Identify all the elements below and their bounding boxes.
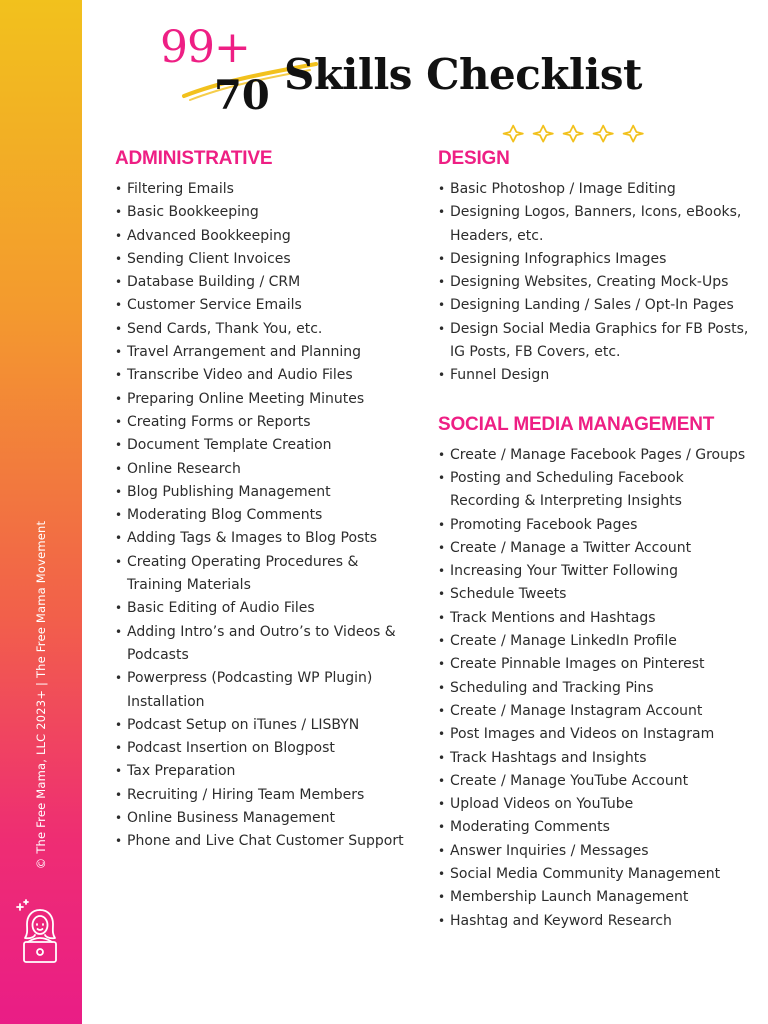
checklist-item: • Answer Inquiries / Messages [438,840,758,863]
checklist-item: • Membership Launch Management [438,886,758,909]
checklist-item: • Scheduling and Tracking Pins [438,677,758,700]
checklist-item: • Create / Manage YouTube Account [438,770,758,793]
checklist-item: • Increasing Your Twitter Following [438,560,758,583]
checklist-item: • Funnel Design [438,364,758,387]
title-main: Skills Checklist [284,50,642,99]
checklist-item: • Phone and Live Chat Customer Support [115,830,405,853]
checklist-item: • Hashtag and Keyword Research [438,910,758,933]
checklist-item: • Podcast Setup on iTunes / LISBYN [115,714,405,737]
checklist-title [150,20,670,130]
title-new-count: 99+ [160,22,250,73]
checklist-item: • Advanced Bookkeeping [115,225,405,248]
checklist-item: • Moderating Comments [438,816,758,839]
checklist-item: • Adding Intro’s and Outro’s to Videos & Podcasts [115,621,405,668]
checklist-item: • Tax Preparation [115,760,405,783]
checklist-item: • Designing Websites, Creating Mock-Ups [438,271,758,294]
checklist-item: • Posting and Scheduling Facebook Recording & Interpreting Insights [438,467,758,514]
section-heading-social-media: SOCIAL MEDIA MANAGEMENT [438,413,715,435]
section-heading-design: DESIGN [438,148,510,169]
checklist-item: • Social Media Community Management [438,863,758,886]
checklist-item: • Filtering Emails [115,178,405,201]
checklist-item: • Create / Manage Instagram Account [438,700,758,723]
checklist-item: • Send Cards, Thank You, etc. [115,318,405,341]
left-column [115,148,405,854]
checklist-item: • Customer Service Emails [115,294,405,317]
checklist-item: • Creating Operating Procedures & Training Materials [115,551,405,598]
checklist-item: • Online Research [115,458,405,481]
checklist-item: • Adding Tags & Images to Blog Posts [115,527,405,550]
design-list [438,178,758,388]
checklist-item: • Preparing Online Meeting Minutes [115,388,405,411]
sparkle-divider-icon [502,120,652,150]
checklist-item: • Create / Manage Facebook Pages / Groups [438,444,758,467]
checklist-item: • Create / Manage LinkedIn Profile [438,630,758,653]
section-spacer [438,388,758,414]
right-column [438,148,758,933]
checklist-item: • Schedule Tweets [438,583,758,606]
checklist-item: • Blog Publishing Management [115,481,405,504]
checklist-item: • Recruiting / Hiring Team Members [115,784,405,807]
checklist-item: • Document Template Creation [115,434,405,457]
social-media-list [438,444,758,933]
checklist-item: • Basic Photoshop / Image Editing [438,178,758,201]
checklist-item: • Travel Arrangement and Planning [115,341,405,364]
checklist-item: • Create Pinnable Images on Pinterest [438,653,758,676]
checklist-item: • Transcribe Video and Audio Files [115,364,405,387]
checklist-item: • Upload Videos on YouTube [438,793,758,816]
administrative-list [115,178,405,854]
checklist-item: • Moderating Blog Comments [115,504,405,527]
checklist-item: • Basic Editing of Audio Files [115,597,405,620]
checklist-item: • Sending Client Invoices [115,248,405,271]
copyright-text: © The Free Mama, LLC 2023+ | The Free Mama Movement [34,520,48,870]
sidebar-gradient [0,0,82,1024]
checklist-item: • Promoting Facebook Pages [438,514,758,537]
checklist-item: • Creating Forms or Reports [115,411,405,434]
free-mama-logo-icon [14,898,64,966]
checklist-item: • Online Business Management [115,807,405,830]
checklist-item: • Designing Logos, Banners, Icons, eBooks, Headers, etc. [438,201,758,248]
checklist-item: • Create / Manage a Twitter Account [438,537,758,560]
checklist-item: • Podcast Insertion on Blogpost [115,737,405,760]
checklist-item: • Track Hashtags and Insights [438,747,758,770]
checklist-item: • Powerpress (Podcasting WP Plugin) Installation [115,667,405,714]
checklist-item: • Post Images and Videos on Instagram [438,723,758,746]
checklist-item: • Database Building / CRM [115,271,405,294]
title-old-count: 70 [214,72,270,119]
checklist-item: • Basic Bookkeeping [115,201,405,224]
checklist-item: • Designing Landing / Sales / Opt-In Pages [438,294,758,317]
section-heading-administrative: ADMINISTRATIVE [115,148,273,169]
checklist-item: • Design Social Media Graphics for FB Posts, IG Posts, FB Covers, etc. [438,318,758,365]
checklist-item: • Track Mentions and Hashtags [438,607,758,630]
checklist-item: • Designing Infographics Images [438,248,758,271]
